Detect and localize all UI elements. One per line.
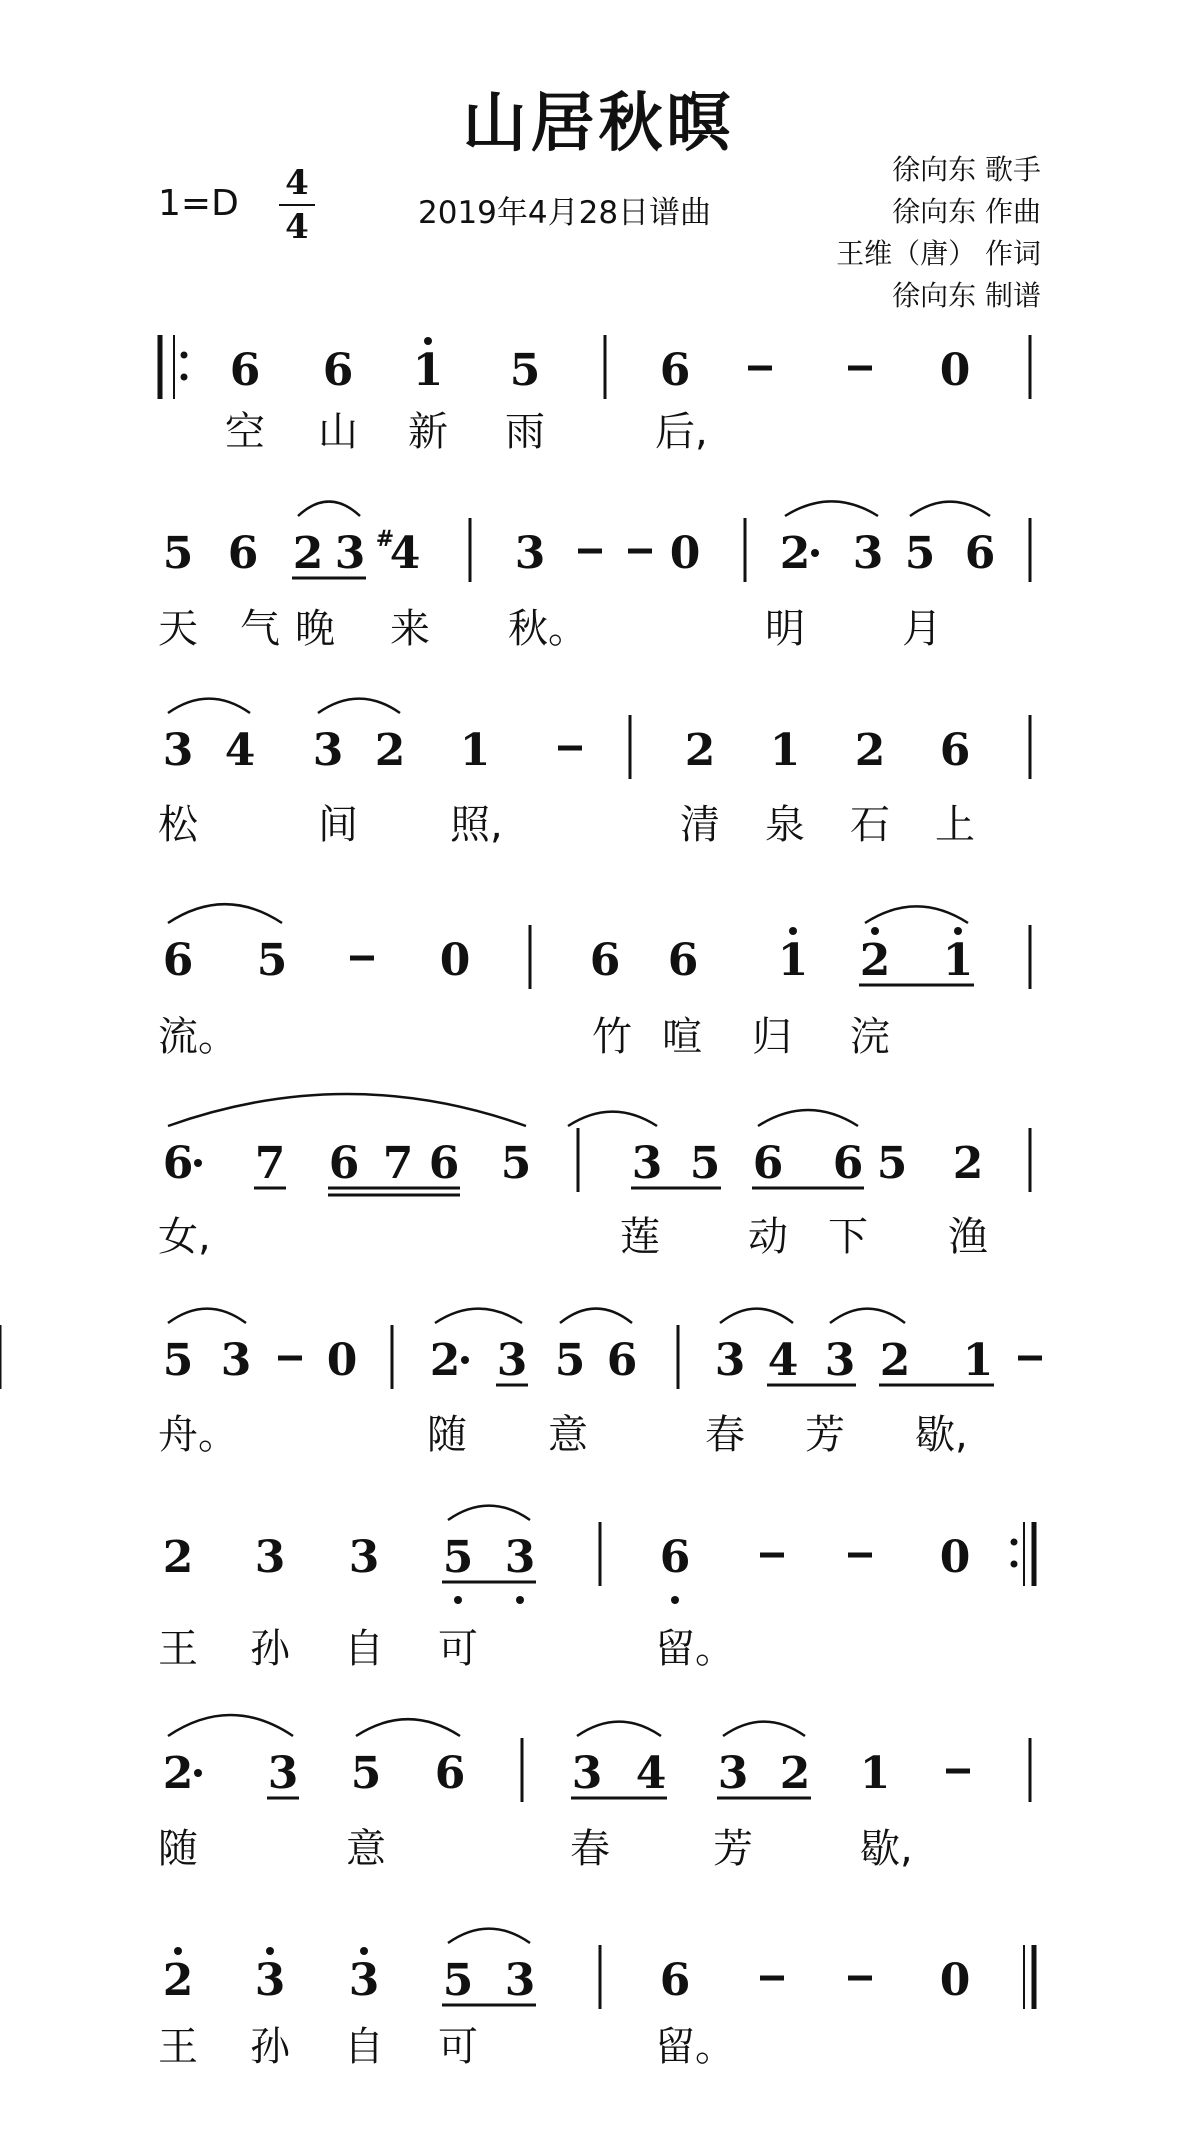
augmentation-dot — [194, 1769, 202, 1777]
key-signature: 1=D — [158, 183, 239, 224]
note: 5 — [500, 1138, 532, 1189]
note: 1 — [412, 345, 444, 396]
lyric-syllable: 照, — [450, 802, 503, 848]
note: 2 — [779, 1748, 811, 1799]
note: 3 — [824, 1335, 856, 1386]
slur-arc — [577, 1722, 661, 1736]
time-signature-bottom: 4 — [285, 207, 309, 247]
note: 3 — [162, 725, 194, 776]
note: 5 — [442, 1532, 474, 1583]
final-bar-line — [1024, 1945, 1034, 2009]
lyric-syllable: 歇, — [915, 1412, 968, 1458]
lyric-syllable: 孙 — [250, 2024, 290, 2070]
note: 2 — [162, 1955, 194, 2006]
note: 6 — [162, 935, 194, 986]
note: 6 — [939, 725, 971, 776]
note: 0 — [939, 1955, 971, 2006]
note: 6 — [227, 528, 259, 579]
lyric-syllable: 天 — [158, 606, 198, 652]
note: 2 — [374, 725, 406, 776]
note: 6 — [659, 1955, 691, 2006]
slur-arc — [568, 1112, 657, 1126]
lyric-syllable: 上 — [935, 802, 975, 848]
note: 3 — [348, 1955, 380, 2006]
credit-transcriber: 徐向东 制谱 — [892, 279, 1041, 312]
octave-up-dot — [174, 1947, 182, 1955]
augmentation-dot — [461, 1356, 469, 1364]
lyric-syllable: 王 — [158, 2024, 198, 2070]
note: 0 — [326, 1335, 358, 1386]
lyric-syllable: 明 — [765, 606, 805, 652]
note: 2 — [779, 528, 811, 579]
note: 6 — [752, 1138, 784, 1189]
note: 3 — [334, 528, 366, 579]
lyric-syllable: 王 — [158, 1626, 198, 1672]
lyric-syllable: 动 — [748, 1214, 788, 1260]
slur-arc — [720, 1309, 793, 1323]
note: 3 — [504, 1532, 536, 1583]
slur-arc — [723, 1722, 805, 1736]
lyric-syllable: 自 — [344, 2024, 384, 2070]
note: 6 — [434, 1748, 466, 1799]
note: 4 — [224, 725, 256, 776]
score-line — [0, 1309, 1042, 1458]
note: 0 — [939, 1532, 971, 1583]
score-line — [158, 699, 1030, 848]
note: 6 — [659, 345, 691, 396]
note: 6 — [832, 1138, 864, 1189]
time-signature-top: 4 — [285, 163, 309, 203]
lyric-syllable: 意 — [548, 1412, 588, 1458]
score-line — [158, 1506, 1034, 1672]
note: 3 — [852, 528, 884, 579]
lyric-syllable: 竹 — [592, 1014, 632, 1060]
octave-up-dot — [871, 927, 879, 935]
lyric-syllable: 石 — [850, 802, 890, 848]
note: 2 — [879, 1335, 911, 1386]
note: 5 — [162, 1335, 194, 1386]
note: 3 — [312, 725, 344, 776]
lyric-syllable: 清 — [680, 802, 720, 848]
lyric-syllable: 可 — [438, 2024, 478, 2070]
score-line — [158, 1929, 1034, 2070]
slur-arc — [168, 904, 282, 923]
lyric-syllable: 春 — [705, 1412, 745, 1458]
lyric-syllable: 春 — [570, 1826, 610, 1872]
note: 4 — [767, 1335, 799, 1386]
note: 7 — [382, 1138, 414, 1189]
note: 7 — [254, 1138, 286, 1189]
note: 3 — [267, 1748, 299, 1799]
augmentation-dot — [811, 549, 819, 557]
lyric-syllable: 芳 — [713, 1826, 753, 1872]
note: 1 — [942, 935, 974, 986]
lyric-syllable: 晚 — [295, 606, 335, 652]
note: 4 — [635, 1748, 667, 1799]
slur-arc — [168, 1715, 293, 1736]
lyric-syllable: 留。 — [655, 1626, 735, 1672]
note: 6 — [428, 1138, 460, 1189]
octave-down-dot — [454, 1596, 462, 1604]
octave-down-dot — [671, 1596, 679, 1604]
note: 6 — [328, 1138, 360, 1189]
lyric-syllable: 舟。 — [158, 1412, 238, 1458]
lyric-syllable: 来 — [390, 606, 430, 652]
lyric-syllable: 浣 — [850, 1014, 890, 1060]
note: 6 — [659, 1532, 691, 1583]
lyric-syllable: 归 — [752, 1014, 792, 1060]
note: 3 — [348, 1532, 380, 1583]
note: 3 — [571, 1748, 603, 1799]
lyric-syllable: 间 — [318, 802, 358, 848]
sharp-sign: # — [375, 526, 395, 552]
score-line — [158, 1715, 1030, 1872]
credit-singer: 徐向东 歌手 — [892, 153, 1041, 186]
lyric-syllable: 渔 — [948, 1214, 988, 1260]
note: 2 — [292, 528, 324, 579]
lyric-syllable: 意 — [346, 1826, 386, 1872]
score-line — [158, 501, 1030, 652]
octave-down-dot — [516, 1596, 524, 1604]
note: 2 — [859, 935, 891, 986]
lyric-syllable: 流。 — [158, 1014, 238, 1060]
note: 5 — [554, 1335, 586, 1386]
score-line — [160, 335, 1030, 455]
slur-arc — [448, 1929, 530, 1943]
score-line — [158, 1094, 1030, 1260]
note: 3 — [514, 528, 546, 579]
slur-arc — [356, 1719, 460, 1736]
slur-arc — [448, 1506, 530, 1520]
note: 5 — [442, 1955, 474, 2006]
lyric-syllable: 留。 — [655, 2024, 735, 2070]
note: 2 — [684, 725, 716, 776]
note: 6 — [964, 528, 996, 579]
repeat-end-sign — [1011, 1522, 1035, 1586]
song-title: 山居秋暝 — [462, 87, 735, 161]
lyric-syllable: 后, — [655, 409, 708, 455]
credit-composer: 徐向东 作曲 — [892, 195, 1041, 228]
slur-arc — [435, 1309, 522, 1323]
note: 3 — [220, 1335, 252, 1386]
note: 5 — [350, 1748, 382, 1799]
lyric-syllable: 芳 — [805, 1412, 845, 1458]
octave-up-dot — [789, 927, 797, 935]
lyric-syllable: 随 — [158, 1826, 198, 1872]
note: 1 — [777, 935, 809, 986]
lyric-syllable: 可 — [438, 1626, 478, 1672]
lyric-syllable: 秋。 — [508, 606, 588, 652]
note: 3 — [496, 1335, 528, 1386]
slur-arc — [758, 1110, 858, 1126]
note: 5 — [876, 1138, 908, 1189]
note: 5 — [162, 528, 194, 579]
octave-up-dot — [360, 1947, 368, 1955]
note: 0 — [669, 528, 701, 579]
note: 6 — [229, 345, 261, 396]
note: 3 — [714, 1335, 746, 1386]
note: 0 — [939, 345, 971, 396]
octave-up-dot — [266, 1947, 274, 1955]
octave-up-dot — [954, 927, 962, 935]
lyric-syllable: 歇, — [860, 1826, 913, 1872]
note: 3 — [254, 1532, 286, 1583]
note: 6 — [667, 935, 699, 986]
note: 2 — [952, 1138, 984, 1189]
note: 6 — [606, 1335, 638, 1386]
lyric-syllable: 雨 — [505, 409, 545, 455]
lyric-syllable: 下 — [828, 1214, 868, 1260]
lyric-syllable: 莲 — [620, 1214, 660, 1260]
slur-arc — [168, 1094, 526, 1126]
repeat-start-sign — [160, 335, 188, 399]
lyric-syllable: 空 — [225, 409, 265, 455]
note: 5 — [256, 935, 288, 986]
note: 3 — [254, 1955, 286, 2006]
lyric-syllable: 气 — [240, 606, 280, 652]
lyric-syllable: 山 — [318, 409, 358, 455]
slur-arc — [865, 906, 968, 923]
note: 2 — [854, 725, 886, 776]
lyric-syllable: 新 — [408, 409, 448, 455]
note: 3 — [717, 1748, 749, 1799]
note: 2 — [162, 1748, 194, 1799]
lyric-syllable: 自 — [344, 1626, 384, 1672]
slur-arc — [910, 502, 990, 516]
augmentation-dot — [194, 1159, 202, 1167]
credit-lyricist: 王维（唐） 作词 — [836, 237, 1041, 270]
note: 3 — [504, 1955, 536, 2006]
octave-up-dot — [424, 337, 432, 345]
lyric-syllable: 孙 — [250, 1626, 290, 1672]
slur-arc — [298, 502, 360, 516]
lyric-syllable: 女, — [158, 1214, 211, 1260]
note: 1 — [962, 1335, 994, 1386]
slur-arc — [318, 699, 400, 713]
note: 6 — [322, 345, 354, 396]
note: 6 — [589, 935, 621, 986]
note: 1 — [859, 1748, 891, 1799]
slur-arc — [560, 1309, 632, 1323]
note: 2 — [162, 1532, 194, 1583]
note: 4 — [389, 528, 421, 579]
slur-arc — [168, 1309, 246, 1323]
lyric-syllable: 月 — [902, 606, 942, 652]
lyric-syllable: 随 — [427, 1412, 467, 1458]
lyric-syllable: 松 — [158, 802, 198, 848]
lyric-syllable: 泉 — [765, 802, 805, 848]
slur-arc — [830, 1309, 905, 1323]
note: 6 — [162, 1138, 194, 1189]
score-line — [158, 904, 1030, 1060]
lyric-syllable: 喧 — [662, 1014, 702, 1060]
slur-arc — [168, 699, 250, 713]
note: 1 — [769, 725, 801, 776]
composition-date: 2019年4月28日谱曲 — [418, 195, 712, 231]
note: 5 — [509, 345, 541, 396]
note: 3 — [631, 1138, 663, 1189]
note: 1 — [459, 725, 491, 776]
slur-arc — [785, 501, 878, 516]
note: 0 — [439, 935, 471, 986]
note: 5 — [689, 1138, 721, 1189]
note: 2 — [429, 1335, 461, 1386]
note: 5 — [904, 528, 936, 579]
